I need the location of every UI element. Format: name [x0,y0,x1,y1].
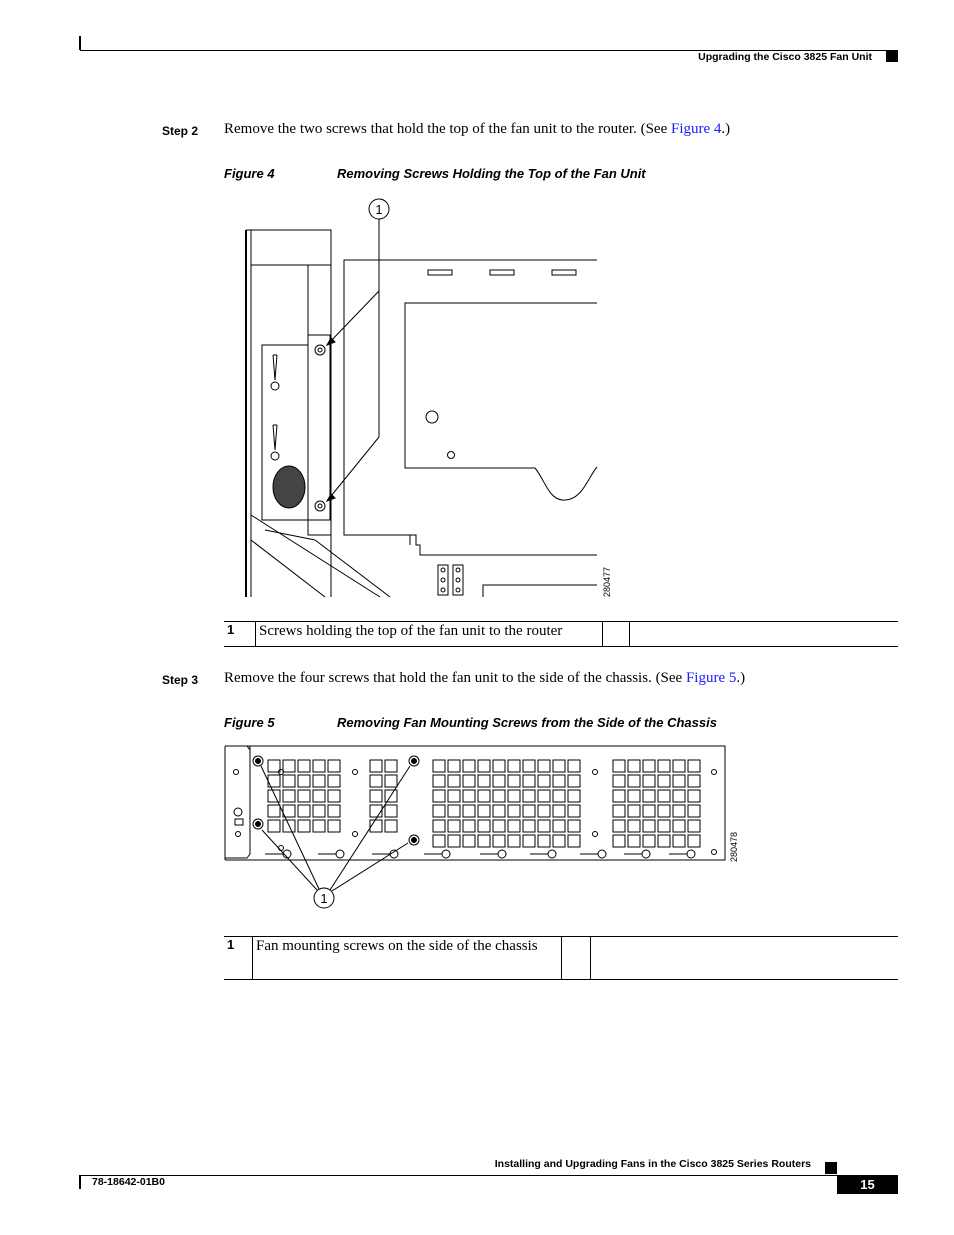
step-3-text-before: Remove the four screws that hold the fan unit to the side of the chassis. (See [224,670,686,686]
figure-4-illustration [240,195,620,600]
step-2-label: Step 2 [162,124,199,138]
footer-block-marker [825,1162,837,1174]
figure-4-link[interactable]: Figure 4 [670,121,722,137]
callout-description: Fan mounting screws on the side of the chassis [253,937,562,980]
header-block-marker [886,51,898,62]
header-margin-mark [79,36,81,50]
vent-grid-3 [433,760,580,847]
document-number: 78-18642-01B0 [92,1176,165,1188]
top-screw-upper [315,345,325,355]
figure-4-callout-number: 1 [375,202,383,217]
step-2-text-after: .) [721,121,731,137]
top-screw-lower [315,501,325,511]
vent-grid-4 [613,760,700,847]
figure-5-illustration [222,742,747,912]
callout-number: 1 [227,622,235,637]
step-2-text [224,121,730,138]
running-footer-title: Installing and Upgrading Fans in the Cisco 3825 Series Routers [494,1158,811,1170]
step-3-text-after: .) [736,670,746,686]
callout-description: Screws holding the top of the fan unit to the router [256,622,603,647]
callout-description-empty [591,937,899,980]
figure-5-link[interactable]: Figure 5 [685,670,737,686]
figure-4-callout-table [224,621,898,647]
page-number: 15 [837,1175,898,1194]
footer-margin-mark [79,1175,81,1189]
figure-5-callout-number: 1 [320,891,328,906]
figure-5-callout-table [224,936,898,980]
running-header-title: Upgrading the Cisco 3825 Fan Unit [698,51,872,63]
callout-number-empty [562,937,591,980]
callout-description-empty [630,622,899,647]
figure-4-title: Removing Screws Holding the Top of the Fan Unit [337,166,646,181]
callout-number-empty [603,622,630,647]
step-2-text-before: Remove the two screws that hold the top of the fan unit to the router. (See [224,121,671,137]
figure-5-title: Removing Fan Mounting Screws from the Side of the Chassis [337,715,717,730]
callout-number: 1 [227,937,235,952]
figure-5-label: Figure 5 [224,715,275,730]
footer-rule [80,1175,898,1176]
figure-4-label: Figure 4 [224,166,275,181]
figure-4-art-id: 280477 [602,566,612,597]
figure-5-art-id: 280478 [729,831,739,862]
step-3-text [224,670,745,687]
step-3-label: Step 3 [162,673,199,687]
